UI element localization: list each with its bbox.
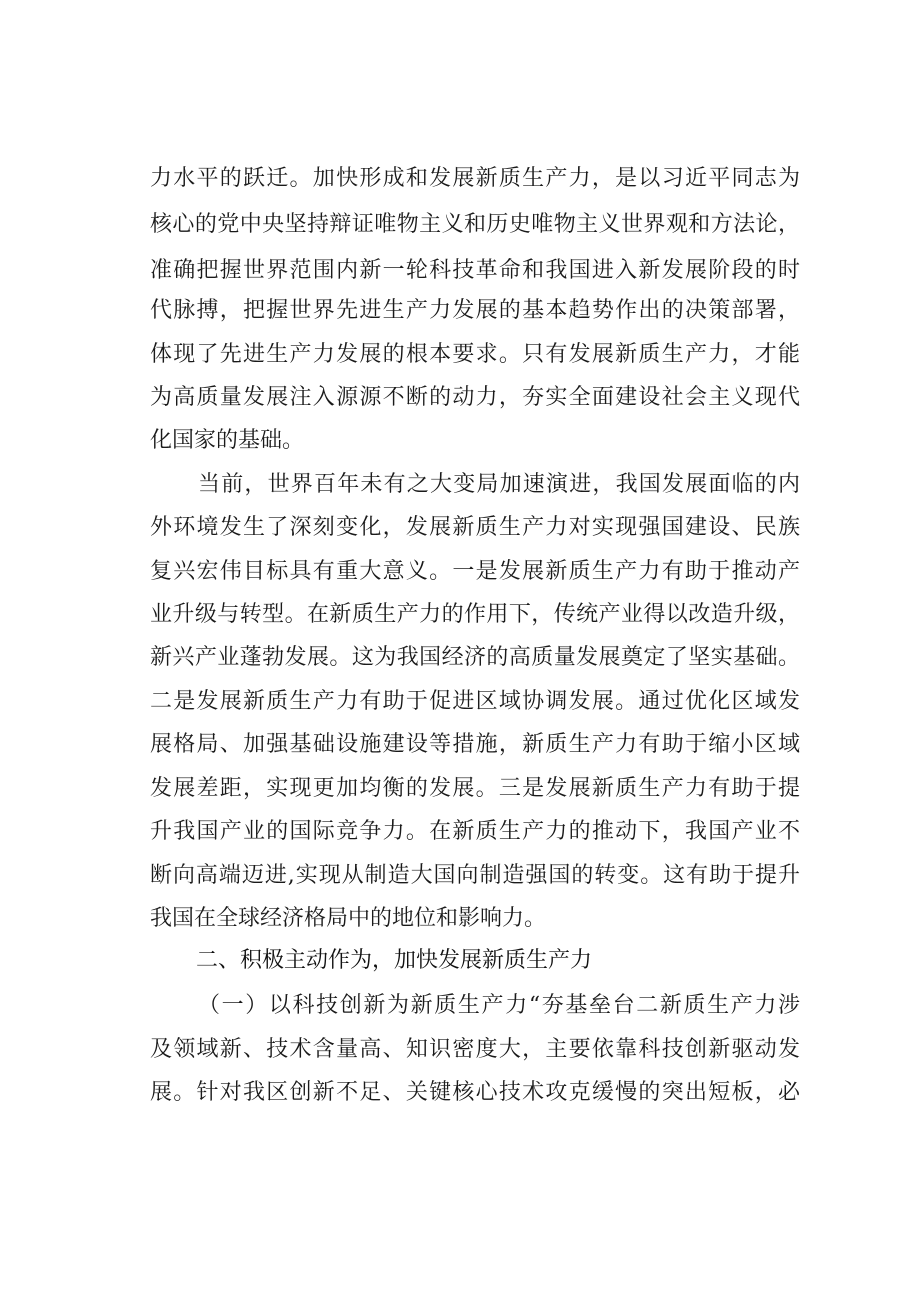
paragraph-1-line-5: 体现了先进生产力发展的根本要求。只有发展新质生产力，才能	[150, 342, 800, 367]
paragraph-2-line-8: 发展差距，实现更加均衡的发展。三是发展新质生产力有助于提	[150, 776, 800, 801]
paragraph-2-line-2: 外环境发生了深刻变化，发展新质生产力对实现强国建设、民族	[150, 515, 800, 540]
paragraph-2-line-11: 我国在全球经济格局中的地位和影响力。	[150, 906, 547, 931]
paragraph-1-line-3: 准确把握世界范围内新一轮科技革命和我国进入新发展阶段的时	[150, 258, 800, 283]
paragraph-2-line-3: 复兴宏伟目标具有重大意义。一是发展新质生产力有助于推动产	[150, 559, 800, 584]
paragraph-2-line-10: 断向高端迈进,实现从制造大国向制造强国的转变。这有助于提升	[150, 863, 800, 888]
paragraph-2-line-6: 二是发展新质生产力有助于促进区域协调发展。通过优化区域发	[150, 689, 800, 714]
paragraph-2-line-4: 业升级与转型。在新质生产力的作用下，传统产业得以改造升级，	[150, 602, 800, 627]
paragraph-1-line-1: 力水平的跃迁。加快形成和发展新质生产力，是以习近平同志为	[150, 166, 800, 191]
section-heading: 二、积极主动作为，加快发展新质生产力	[196, 948, 593, 973]
paragraph-2-line-9: 升我国产业的国际竞争力。在新质生产力的推动下，我国产业不	[150, 819, 800, 844]
paragraph-3-line-2: 及领域新、技术含量高、知识密度大，主要依靠科技创新驱动发	[150, 1037, 800, 1062]
paragraph-1-line-2: 核心的党中央坚持辩证唯物主义和历史唯物主义世界观和方法论，	[150, 212, 800, 237]
paragraph-2-line-5: 新兴产业蓬勃发展。这为我国经济的高质量发展奠定了坚实基础。	[150, 645, 800, 670]
paragraph-3-line-3: 展。针对我区创新不足、关键核心技术攻克缓慢的突出短板，必	[150, 1080, 800, 1105]
paragraph-3-line-1: （一）以科技创新为新质生产力“夯基垒台二新质生产力涉	[198, 993, 800, 1018]
paragraph-2-line-1: 当前，世界百年未有之大变局加速演进，我国发展面临的内	[198, 472, 800, 497]
paragraph-2-line-7: 展格局、加强基础设施建设等措施，新质生产力有助于缩小区域	[150, 732, 800, 757]
paragraph-1-line-7: 化国家的基础。	[150, 428, 305, 453]
paragraph-1-line-6: 为高质量发展注入源源不断的动力，夯实全面建设社会主义现代	[150, 385, 800, 410]
paragraph-1-line-4: 代脉搏，把握世界先进生产力发展的基本趋势作出的决策部署，	[150, 298, 800, 323]
